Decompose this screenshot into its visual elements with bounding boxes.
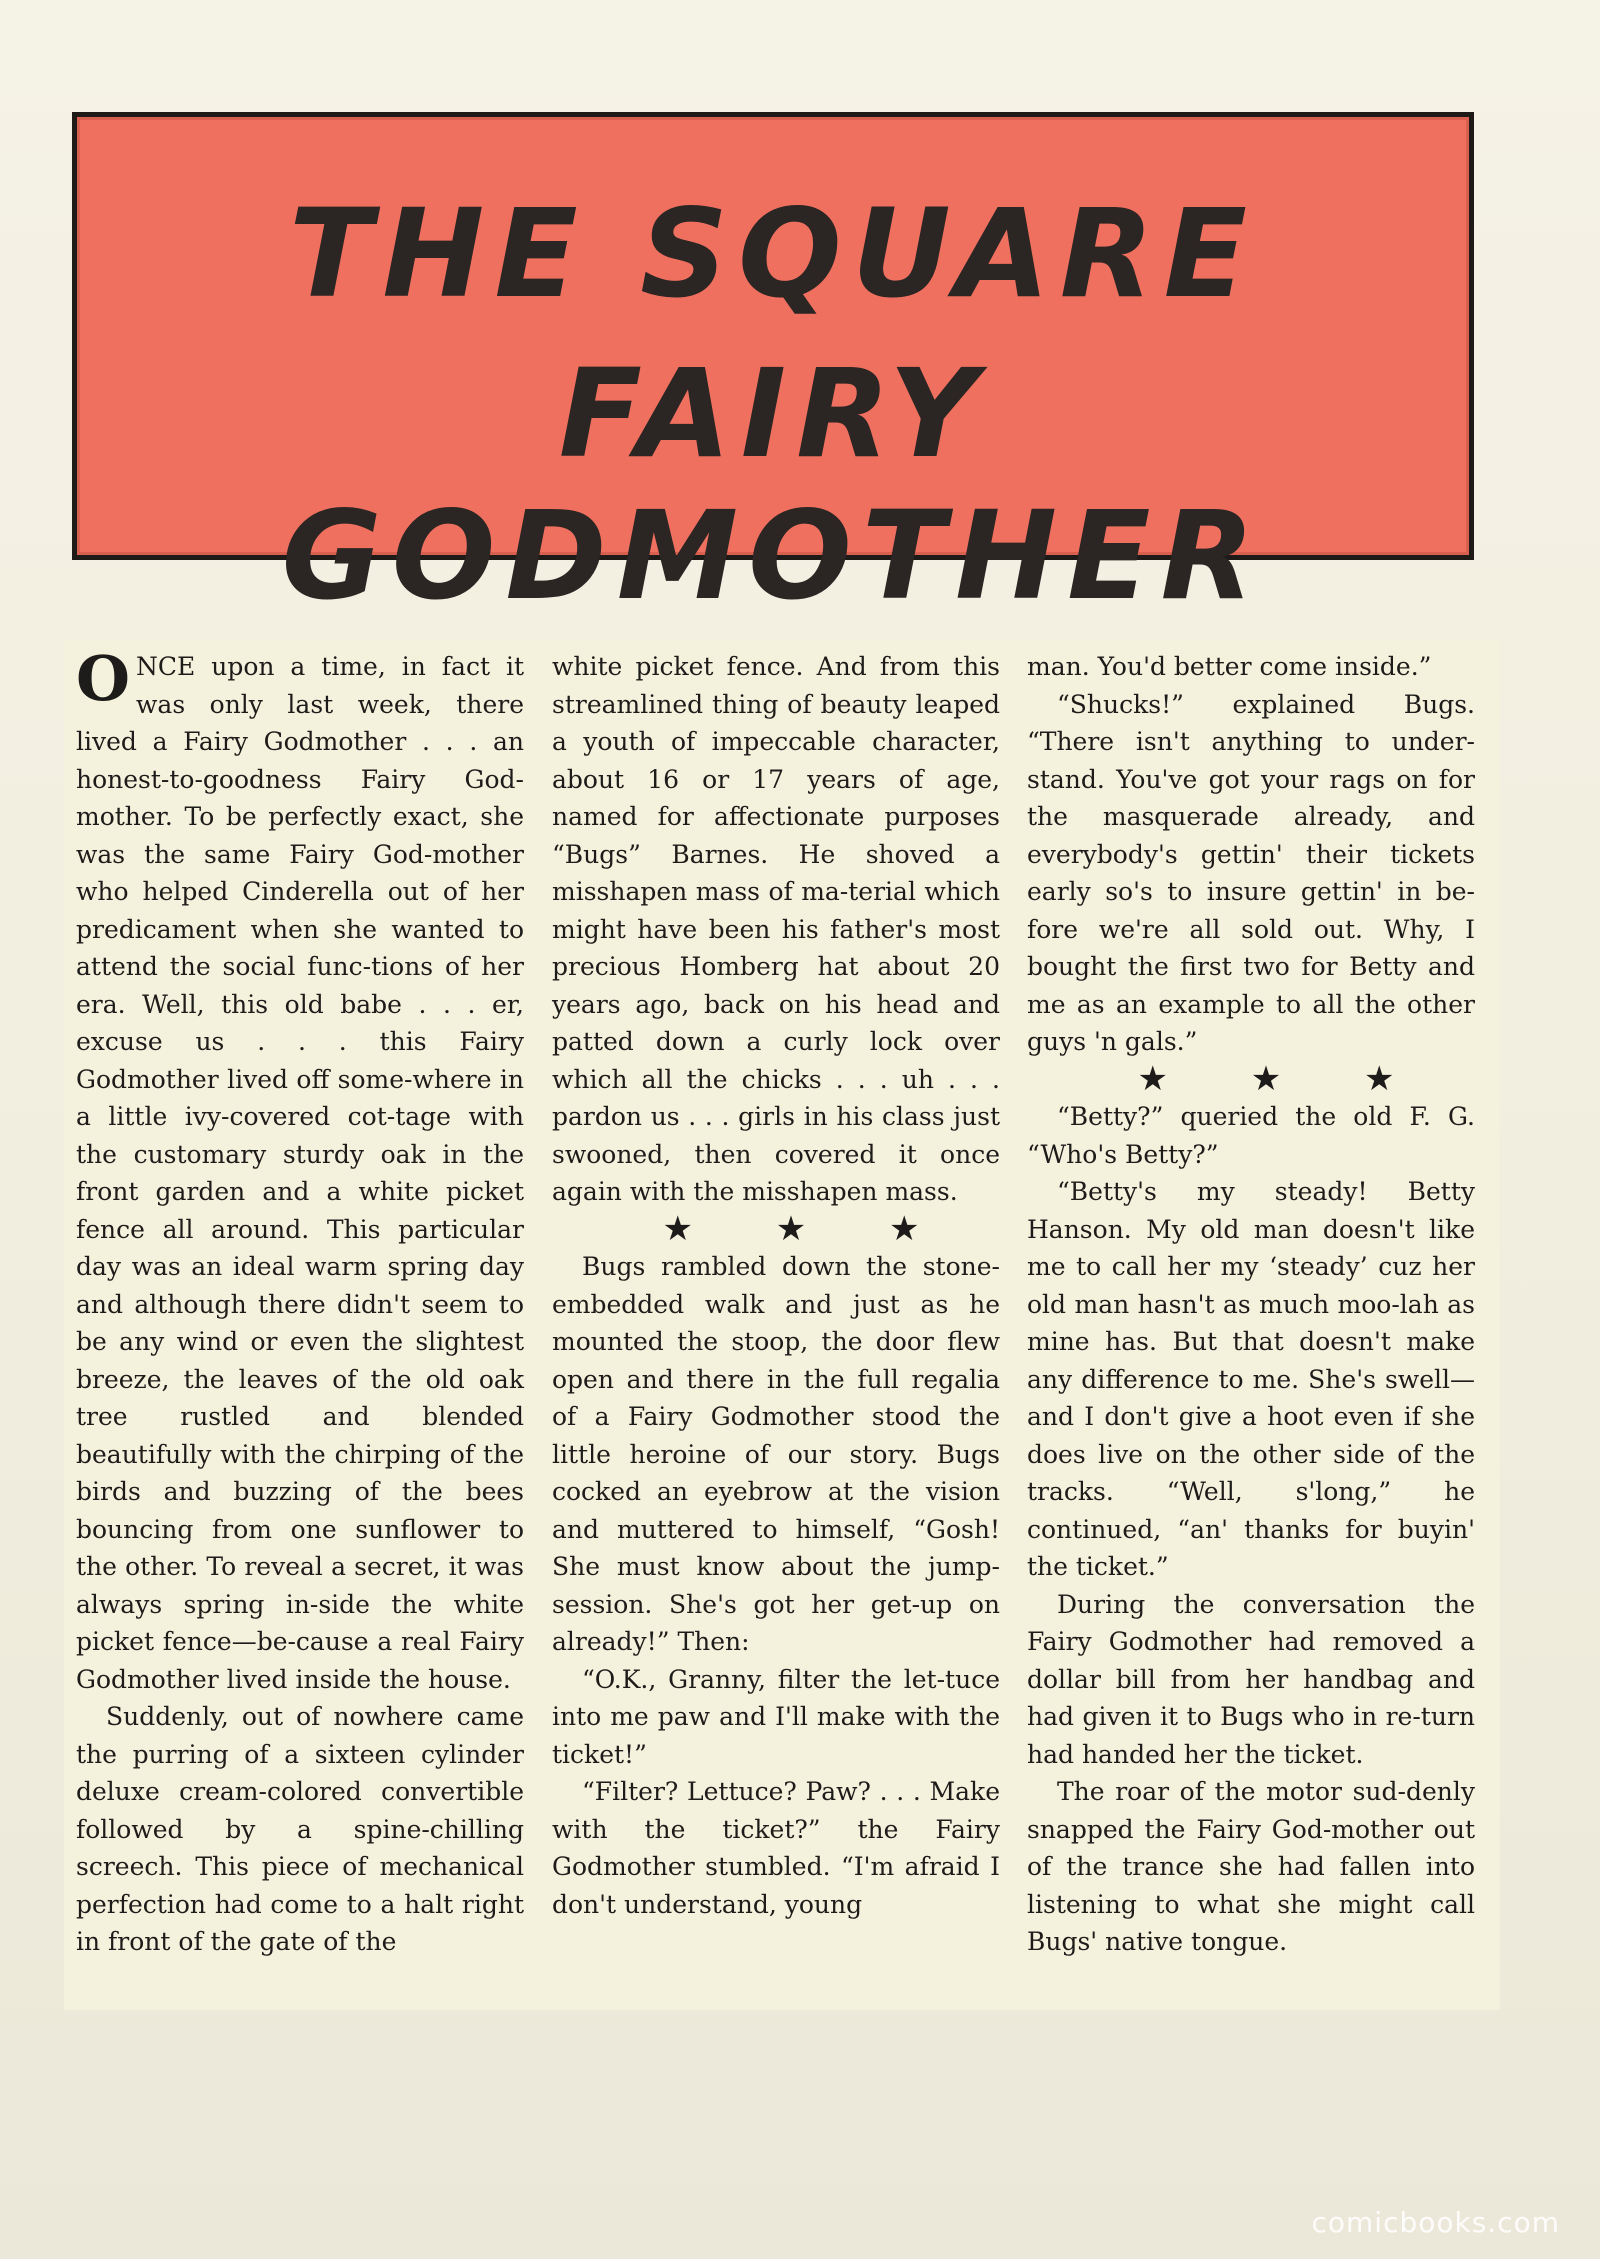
column1-paragraph-1: [76, 642, 524, 1698]
section-break-stars: ★ ★ ★: [1137, 1058, 1431, 1099]
column3-paragraph-4: “Betty's my steady! Betty Hanson. My old man doesn't like me to call her my ‘steady’ cuz her old man hasn't as much moo-lah as mine has. But that doesn't make any difference to me. She's swell—and I don't give a hoot even if she does live on the other side of the tracks. “Well, s'long,” he continued, “an' thanks for buyin' the ticket.”: [1027, 1177, 1475, 1581]
column3-paragraph-3: “Betty?” queried the old F. G. “Who's Betty?”: [1027, 1102, 1475, 1169]
column1-paragraph-2: Suddenly, out of nowhere came the purring of a sixteen cylinder deluxe cream-colored convertible followed by a spine-chilling screech. This piece of mechanical perfection had come to a halt right in front of the gate of the: [76, 1702, 524, 1956]
column3-paragraph-1: man. You'd better come inside.”: [1027, 652, 1432, 681]
drop-cap: O: [76, 642, 131, 715]
title-banner: [72, 112, 1474, 627]
story-column-2: [552, 648, 1000, 1923]
column3-paragraph-5: During the conversation the Fairy Godmother had removed a dollar bill from her handbag and had given it to Bugs who in re-turn had handed her the ticket.: [1027, 1589, 1475, 1769]
column2-paragraph-2: Bugs rambled down the stone-embedded walk and just as he mounted the stoop, the door flew open and there in the full regalia of a Fairy Godmother stood the little heroine of our story. Bugs cocked an eyebrow at the vision and muttered to himself, “Gosh! She must know about the jump-session. She's got her get-up on already!” Then:: [552, 1252, 1000, 1656]
title-line-1: THE SQUARE: [289, 183, 1257, 325]
column2-paragraph-3: “O.K., Granny, filter the let-tuce into me paw and I'll make with the ticket!”: [552, 1664, 1000, 1769]
watermark: comicbooks.com: [1311, 2206, 1560, 2239]
story-column-1: [76, 642, 524, 1961]
column2-paragraph-4: “Filter? Lettuce? Paw? . . . Make with the ticket?” the Fairy Godmother stumbled. “I'm afraid I don't understand, young: [552, 1777, 1000, 1919]
title-line-2: FAIRY GODMOTHER: [281, 343, 1265, 627]
story-column-3: [1027, 648, 1475, 1961]
column3-paragraph-2: “Shucks!” explained Bugs. “There isn't anything to under-stand. You've got your rags on for the masquerade already, and everybody's gettin' their tickets early so's to insure gettin' in be-fore we're all sold out. Why, I bought the first two for Betty and me as an example to all the other guys 'n gals.”: [1027, 689, 1475, 1056]
column1-paragraph-1-text: NCE upon a time, in fact it was only last week, there lived a Fairy Godmother . . . an honest-to-goodness Fairy God-mother. To be perfectly exact, she was the same Fairy God-mother who helped Cinderella out of her predicament when she wanted to attend the social func-tions of her era. Well, this old babe . . . er, excuse us . . . this Fairy Godmother lived off some-where in a little ivy-covered cot-tage with the customary sturdy oak in the front garden and a white picket fence all around. This particular day was an ideal warm spring day and although there didn't seem to be any wind or even the slightest breeze, the leaves of the old oak tree rustled and blended beautifully with the chirping of the birds and buzzing of the bees bouncing from one sunflower to the other. To reveal a secret, it was always spring in-side the white picket fence—be-cause a real Fairy Godmother lived inside the house.: [76, 652, 524, 1694]
section-break-stars: ★ ★ ★: [662, 1208, 956, 1249]
column2-paragraph-1: white picket fence. And from this streamlined thing of beauty leaped a youth of impeccable character, about 16 or 17 years of age, named for affectionate purposes “Bugs” Barnes. He shoved a misshapen mass of ma-terial which might have been his father's most precious Homberg hat about 20 years ago, back on his head and patted down a curly lock over which all the chicks . . . uh . . . pardon us . . . girls in his class just swooned, then covered it once again with the misshapen mass.: [552, 652, 1000, 1206]
column3-paragraph-6: The roar of the motor sud-denly snapped the Fairy God-mother out of the trance she had fallen into listening to what she might call Bugs' native tongue.: [1027, 1777, 1475, 1956]
